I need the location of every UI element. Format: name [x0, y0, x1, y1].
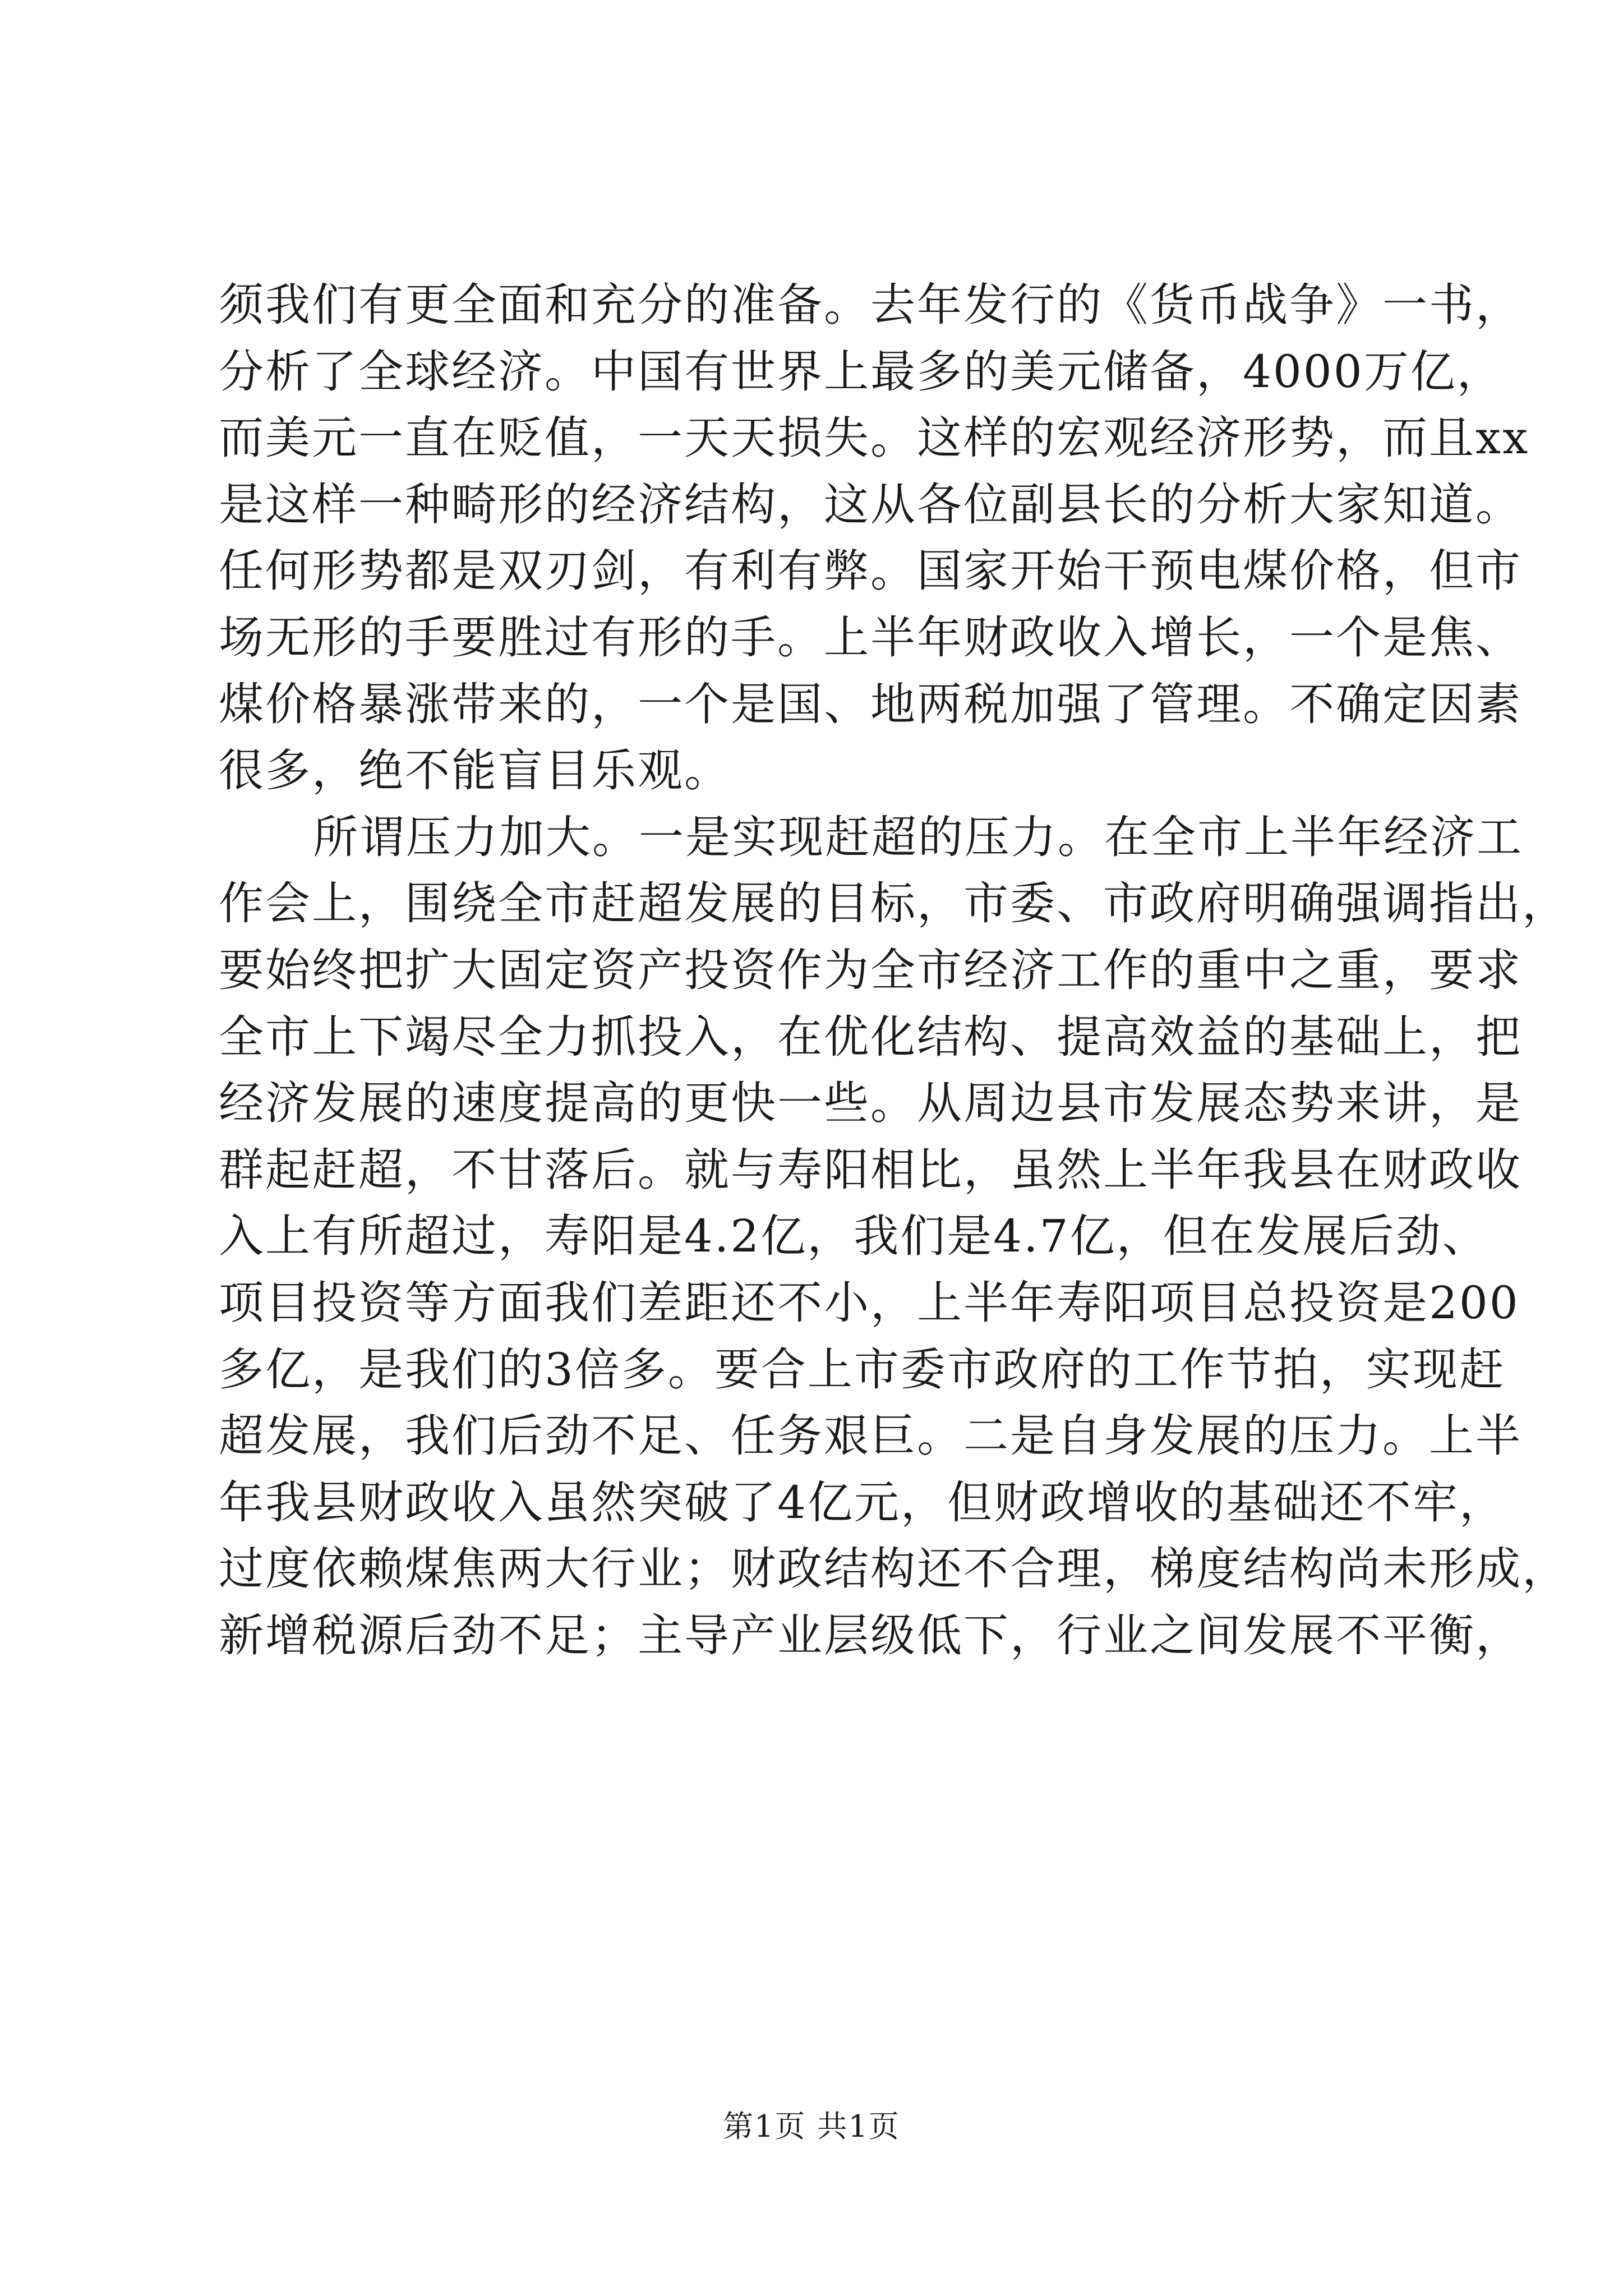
text-line-5: 任 何 形 势 都 是 双 刃 剑 ， 有 利 有 弊 。 国 家 开 始 干 预 电 煤 价 格 ， 但 市: [219, 545, 1522, 597]
text-line-18: 超 发 展 ， 我 们 后 劲 不 足 、 任 务 艰 巨 。 二 是 自 身 发 展 的 压 力 。 上 半: [219, 1410, 1522, 1462]
text-line-17: 多 亿 ， 是 我 们 的 3 倍 多 。 要 合 上 市 委 市 政 府 的 工 作 节 拍 ， 实 现 赶: [219, 1343, 1506, 1396]
text-line-19: 年 我 县 财 政 收 入 虽 然 突 破 了 4 亿 元 ， 但 财 政 增 收 的 基 础 还 不 牢 ，: [219, 1476, 1506, 1529]
page-number-footer: 第1页 共1页: [723, 2109, 900, 2144]
text-line-21: 新 增 税 源 后 劲 不 足 ； 主 导 产 业 层 级 低 下 ， 行 业 之 间 发 展 不 平 衡 ，: [219, 1609, 1522, 1662]
text-line-15: 入 上 有 所 超 过 ， 寿 阳 是 4.2 亿 ， 我 们 是 4.7 亿 ， 但 在 发 展 后 劲 、: [219, 1210, 1489, 1263]
text-line-9: 所 谓 压 力 加 大 。 一 是 实 现 赶 超 的 压 力 。 在 全 市 上 半 年 经 济 工: [313, 811, 1523, 863]
text-line-8: 很多，绝不能盲目乐观。: [219, 744, 731, 797]
text-line-12: 全 市 上 下 竭 尽 全 力 抓 投 入 ， 在 优 化 结 构 、 提 高 效 益 的 基 础 上 ， 把: [219, 1010, 1522, 1063]
text-line-7: 煤 价 格 暴 涨 带 来 的 ， 一 个 是 国 、 地 两 税 加 强 了 管 理 。 不 确 定 因 素: [219, 678, 1522, 730]
text-line-6: 场 无 形 的 手 要 胜 过 有 形 的 手 。 上 半 年 财 政 收 入 增 长 ， 一 个 是 焦 、: [219, 611, 1522, 664]
text-line-4: 是 这 样 一 种 畸 形 的 经 济 结 构 ， 这 从 各 位 副 县 长 的 分 析 大 家 知 道 。: [219, 478, 1522, 531]
text-line-1: 须 我 们 有 更 全 面 和 充 分 的 准 备 。 去 年 发 行 的 《 货 币 战 争 》 一 书 ，: [219, 279, 1522, 331]
text-line-3: 而 美 元 一 直 在 贬 值 ， 一 天 天 损 失 。 这 样 的 宏 观 经 济 形 势 ， 而 且 xx: [219, 412, 1530, 464]
text-line-13: 经 济 发 展 的 速 度 提 高 的 更 快 一 些 。 从 周 边 县 市 发 展 态 势 来 讲 ， 是: [219, 1077, 1522, 1130]
text-line-16: 项 目 投 资 等 方 面 我 们 差 距 还 不 小 ， 上 半 年 寿 阳 项 目 总 投 资 是 200: [219, 1276, 1520, 1329]
text-line-14: 群 起 赶 超 ， 不 甘 落 后 。 就 与 寿 阳 相 比 ， 虽 然 上 半 年 我 县 在 财 政 收: [219, 1143, 1522, 1196]
body-text: [219, 272, 1569, 1669]
text-line-20: 过 度 依 赖 煤 焦 两 大 行 业 ； 财 政 结 构 还 不 合 理 ， 梯 度 结 构 尚 未 形 成 ，: [219, 1543, 1569, 1595]
text-line-11: 要 始 终 把 扩 大 固 定 资 产 投 资 作 为 全 市 经 济 工 作 的 重 中 之 重 ， 要 求: [219, 944, 1522, 996]
text-line-10: 作 会 上 ， 围 绕 全 市 赶 超 发 展 的 目 标 ， 市 委 、 市 政 府 明 确 强 调 指 出 ，: [219, 877, 1569, 930]
text-line-2: 分 析 了 全 球 经 济 。 中 国 有 世 界 上 最 多 的 美 元 储 备 ， 4000 万 亿 ，: [219, 345, 1504, 398]
